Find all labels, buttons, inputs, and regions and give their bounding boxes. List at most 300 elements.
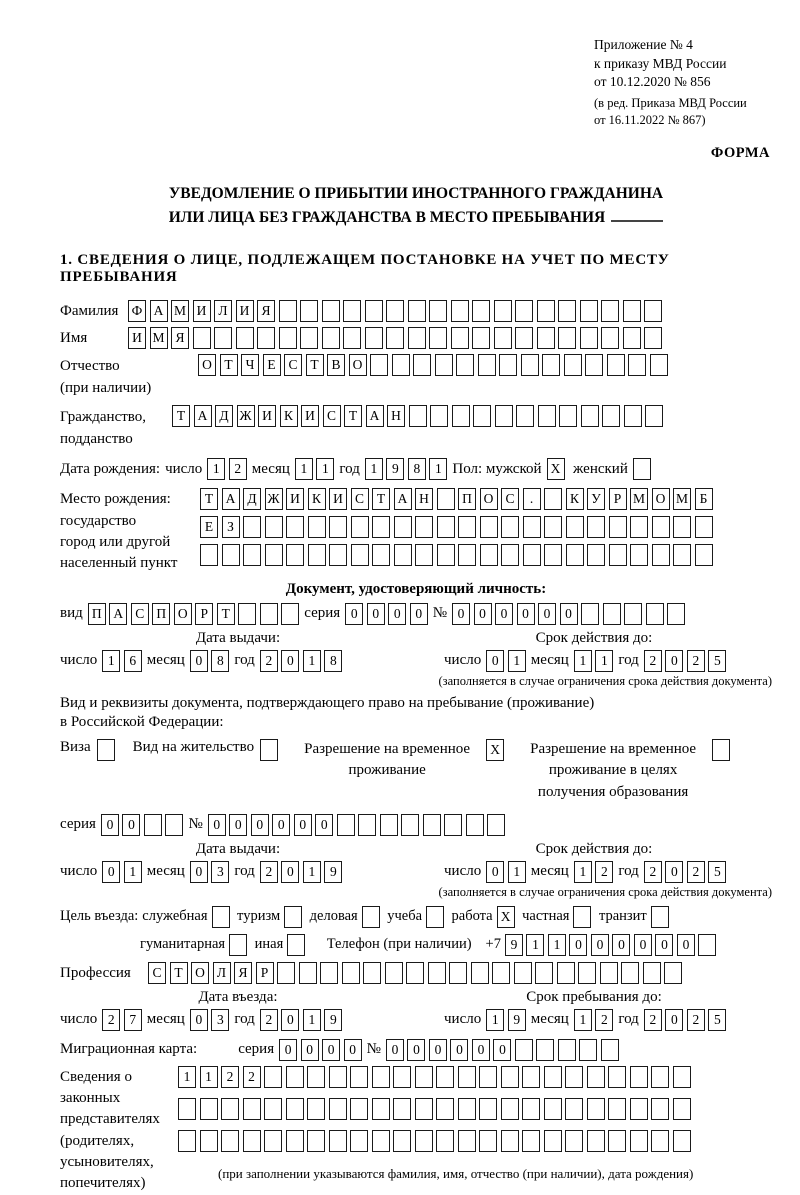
char-box[interactable] [299,962,317,984]
char-box[interactable] [566,544,584,566]
char-box[interactable]: 0 [301,1039,319,1061]
char-box[interactable] [630,544,648,566]
char-box[interactable]: 1 [508,861,526,883]
char-box[interactable] [566,516,584,538]
char-box[interactable]: 0 [569,934,587,956]
char-box[interactable] [624,603,642,625]
char-box[interactable] [581,405,599,427]
char-box[interactable]: 8 [211,650,229,672]
char-box[interactable]: 1 [178,1066,196,1088]
char-box[interactable] [558,327,576,349]
char-box[interactable] [392,354,410,376]
char-box[interactable]: 1 [365,458,383,480]
char-box[interactable] [329,516,347,538]
char-box[interactable] [630,1098,648,1120]
char-box[interactable] [372,516,390,538]
char-box[interactable] [587,1066,605,1088]
char-box[interactable] [600,962,618,984]
char-box[interactable] [260,603,278,625]
purpose-tourism-checkbox[interactable] [284,906,302,928]
char-box[interactable] [608,1130,626,1152]
char-box[interactable] [307,1066,325,1088]
char-box[interactable]: Ж [237,405,255,427]
char-box[interactable]: 0 [407,1039,425,1061]
char-box[interactable]: 0 [281,650,299,672]
char-box[interactable] [351,516,369,538]
char-box[interactable]: К [566,488,584,510]
char-box[interactable] [264,1130,282,1152]
char-box[interactable] [236,327,254,349]
char-box[interactable] [458,544,476,566]
char-box[interactable]: Т [220,354,238,376]
char-box[interactable]: 0 [665,861,683,883]
char-box[interactable] [350,1130,368,1152]
char-box[interactable]: 1 [574,861,592,883]
char-box[interactable] [372,1098,390,1120]
char-box[interactable]: 1 [548,934,566,956]
char-box[interactable] [423,814,441,836]
char-box[interactable] [380,814,398,836]
char-box[interactable] [501,1130,519,1152]
char-box[interactable] [436,1098,454,1120]
char-box[interactable] [458,1066,476,1088]
char-box[interactable] [372,544,390,566]
char-box[interactable]: Н [415,488,433,510]
char-box[interactable] [451,300,469,322]
char-box[interactable] [286,1098,304,1120]
char-box[interactable]: 7 [124,1009,142,1031]
char-box[interactable] [264,1066,282,1088]
char-box[interactable]: 2 [687,861,705,883]
char-box[interactable] [565,1066,583,1088]
char-box[interactable] [308,544,326,566]
char-box[interactable] [536,1039,554,1061]
char-box[interactable] [430,405,448,427]
char-box[interactable]: М [150,327,168,349]
char-box[interactable] [393,1098,411,1120]
char-box[interactable]: А [366,405,384,427]
char-box[interactable]: К [308,488,326,510]
char-box[interactable]: 1 [316,458,334,480]
char-box[interactable] [401,814,419,836]
char-box[interactable] [499,354,517,376]
char-box[interactable]: О [480,488,498,510]
char-box[interactable]: 1 [102,650,120,672]
char-box[interactable] [429,300,447,322]
char-box[interactable] [601,1039,619,1061]
char-box[interactable] [695,516,713,538]
char-box[interactable]: Е [200,516,218,538]
char-box[interactable] [365,327,383,349]
char-box[interactable]: 0 [591,934,609,956]
char-box[interactable] [565,1130,583,1152]
char-box[interactable]: И [236,300,254,322]
char-box[interactable] [472,300,490,322]
char-box[interactable] [193,327,211,349]
char-box[interactable]: 2 [687,1009,705,1031]
char-box[interactable]: Р [609,488,627,510]
char-box[interactable]: 6 [124,650,142,672]
char-box[interactable]: Е [263,354,281,376]
char-box[interactable]: 0 [251,814,269,836]
char-box[interactable] [243,516,261,538]
char-box[interactable]: 8 [408,458,426,480]
char-box[interactable]: 0 [665,1009,683,1031]
char-box[interactable]: 0 [345,603,363,625]
char-box[interactable]: 0 [388,603,406,625]
char-box[interactable] [558,1039,576,1061]
char-box[interactable] [544,1098,562,1120]
char-box[interactable] [385,962,403,984]
char-box[interactable] [501,516,519,538]
char-box[interactable] [587,516,605,538]
char-box[interactable] [523,516,541,538]
char-box[interactable]: 9 [324,861,342,883]
purpose-official-checkbox[interactable] [212,906,230,928]
char-box[interactable] [645,405,663,427]
char-box[interactable] [415,544,433,566]
purpose-study-checkbox[interactable] [426,906,444,928]
char-box[interactable]: 1 [574,1009,592,1031]
char-box[interactable] [437,488,455,510]
char-box[interactable] [673,1130,691,1152]
char-box[interactable]: 0 [495,603,513,625]
char-box[interactable] [565,1098,583,1120]
char-box[interactable]: 0 [538,603,556,625]
char-box[interactable]: 0 [386,1039,404,1061]
char-box[interactable] [479,1066,497,1088]
purpose-private-checkbox[interactable] [573,906,591,928]
char-box[interactable]: 0 [560,603,578,625]
char-box[interactable]: 2 [595,861,613,883]
char-box[interactable]: В [327,354,345,376]
residence-permit-checkbox[interactable] [260,739,278,761]
char-box[interactable]: Т [372,488,390,510]
char-box[interactable] [673,544,691,566]
char-box[interactable] [479,1098,497,1120]
char-box[interactable]: 5 [708,1009,726,1031]
char-box[interactable] [473,405,491,427]
char-box[interactable] [214,327,232,349]
char-box[interactable]: З [222,516,240,538]
char-box[interactable]: Ч [241,354,259,376]
char-box[interactable] [580,300,598,322]
char-box[interactable] [478,354,496,376]
char-box[interactable] [480,516,498,538]
char-box[interactable]: 0 [322,1039,340,1061]
char-box[interactable] [286,516,304,538]
purpose-business-checkbox[interactable] [362,906,380,928]
char-box[interactable]: 9 [386,458,404,480]
char-box[interactable] [458,516,476,538]
char-box[interactable] [516,405,534,427]
char-box[interactable]: О [198,354,216,376]
char-box[interactable] [472,327,490,349]
char-box[interactable] [238,603,256,625]
purpose-humanitarian-checkbox[interactable] [229,934,247,956]
char-box[interactable] [538,405,556,427]
char-box[interactable]: 2 [687,650,705,672]
char-box[interactable]: 2 [644,1009,662,1031]
char-box[interactable] [449,962,467,984]
char-box[interactable]: 1 [574,650,592,672]
char-box[interactable]: 2 [243,1066,261,1088]
char-box[interactable]: Д [243,488,261,510]
char-box[interactable] [394,544,412,566]
char-box[interactable] [277,962,295,984]
char-box[interactable]: 0 [450,1039,468,1061]
char-box[interactable]: П [88,603,106,625]
char-box[interactable]: 0 [272,814,290,836]
char-box[interactable] [358,814,376,836]
char-box[interactable]: 0 [493,1039,511,1061]
char-box[interactable]: 0 [229,814,247,836]
char-box[interactable]: Я [257,300,275,322]
char-box[interactable]: И [258,405,276,427]
char-box[interactable] [535,962,553,984]
char-box[interactable] [386,300,404,322]
char-box[interactable] [322,300,340,322]
char-box[interactable]: Я [171,327,189,349]
char-box[interactable]: 1 [595,650,613,672]
char-box[interactable] [221,1130,239,1152]
char-box[interactable] [436,1130,454,1152]
char-box[interactable] [320,962,338,984]
char-box[interactable]: 1 [429,458,447,480]
char-box[interactable] [144,814,162,836]
char-box[interactable]: М [171,300,189,322]
char-box[interactable]: 0 [486,650,504,672]
char-box[interactable]: П [152,603,170,625]
char-box[interactable]: И [193,300,211,322]
char-box[interactable]: 1 [303,1009,321,1031]
char-box[interactable] [408,300,426,322]
char-box[interactable]: 1 [303,861,321,883]
char-box[interactable] [608,1098,626,1120]
char-box[interactable] [451,327,469,349]
char-box[interactable] [178,1130,196,1152]
char-box[interactable]: Т [344,405,362,427]
char-box[interactable] [243,544,261,566]
char-box[interactable] [329,1066,347,1088]
char-box[interactable] [394,516,412,538]
sex-female-checkbox[interactable] [633,458,651,480]
char-box[interactable]: М [630,488,648,510]
char-box[interactable] [200,544,218,566]
purpose-work-checkbox[interactable]: X [497,906,515,928]
char-box[interactable]: 1 [124,861,142,883]
char-box[interactable] [601,327,619,349]
char-box[interactable] [480,544,498,566]
char-box[interactable] [487,814,505,836]
char-box[interactable]: 2 [229,458,247,480]
char-box[interactable] [607,354,625,376]
char-box[interactable] [342,962,360,984]
char-box[interactable] [343,327,361,349]
char-box[interactable] [221,1098,239,1120]
char-box[interactable] [200,1130,218,1152]
char-box[interactable]: П [458,488,476,510]
char-box[interactable] [587,544,605,566]
char-box[interactable] [386,327,404,349]
char-box[interactable] [329,1130,347,1152]
char-box[interactable]: 3 [211,861,229,883]
char-box[interactable] [624,405,642,427]
char-box[interactable] [609,544,627,566]
char-box[interactable]: Б [695,488,713,510]
char-box[interactable] [664,962,682,984]
char-box[interactable] [621,962,639,984]
char-box[interactable] [673,1098,691,1120]
char-box[interactable] [264,1098,282,1120]
char-box[interactable] [630,516,648,538]
char-box[interactable] [429,327,447,349]
char-box[interactable] [501,1098,519,1120]
char-box[interactable]: О [191,962,209,984]
char-box[interactable] [456,354,474,376]
char-box[interactable] [643,962,661,984]
char-box[interactable] [322,327,340,349]
char-box[interactable]: 0 [655,934,673,956]
char-box[interactable] [630,1066,648,1088]
char-box[interactable] [651,1098,669,1120]
char-box[interactable] [644,300,662,322]
char-box[interactable] [428,962,446,984]
char-box[interactable] [308,516,326,538]
char-box[interactable] [415,1066,433,1088]
char-box[interactable] [406,962,424,984]
char-box[interactable] [363,962,381,984]
char-box[interactable]: А [109,603,127,625]
char-box[interactable] [651,1130,669,1152]
char-box[interactable] [673,1066,691,1088]
char-box[interactable]: И [301,405,319,427]
char-box[interactable]: С [501,488,519,510]
char-box[interactable]: 0 [122,814,140,836]
char-box[interactable] [564,354,582,376]
char-box[interactable] [350,1098,368,1120]
char-box[interactable] [521,354,539,376]
char-box[interactable] [522,1066,540,1088]
visa-checkbox[interactable] [97,739,115,761]
char-box[interactable]: 2 [595,1009,613,1031]
char-box[interactable] [178,1098,196,1120]
char-box[interactable]: 9 [508,1009,526,1031]
char-box[interactable]: С [284,354,302,376]
char-box[interactable]: 5 [708,650,726,672]
char-box[interactable] [408,327,426,349]
char-box[interactable]: 0 [665,650,683,672]
char-box[interactable]: 1 [200,1066,218,1088]
char-box[interactable]: 1 [526,934,544,956]
char-box[interactable] [609,516,627,538]
char-box[interactable] [279,300,297,322]
char-box[interactable] [580,327,598,349]
char-box[interactable] [557,962,575,984]
char-box[interactable]: 0 [677,934,695,956]
char-box[interactable] [515,327,533,349]
char-box[interactable]: 1 [486,1009,504,1031]
char-box[interactable]: С [148,962,166,984]
char-box[interactable] [544,488,562,510]
char-box[interactable]: 0 [517,603,535,625]
char-box[interactable]: Т [217,603,235,625]
char-box[interactable]: 2 [260,1009,278,1031]
char-box[interactable] [578,962,596,984]
char-box[interactable] [343,300,361,322]
char-box[interactable] [415,516,433,538]
char-box[interactable] [698,934,716,956]
temp-residence-checkbox[interactable]: X [486,739,504,761]
char-box[interactable] [337,814,355,836]
char-box[interactable] [644,327,662,349]
char-box[interactable] [603,603,621,625]
char-box[interactable] [652,516,670,538]
char-box[interactable] [435,354,453,376]
char-box[interactable] [452,405,470,427]
char-box[interactable] [165,814,183,836]
char-box[interactable] [623,327,641,349]
char-box[interactable] [307,1130,325,1152]
char-box[interactable] [365,300,383,322]
char-box[interactable] [544,1066,562,1088]
char-box[interactable] [409,405,427,427]
char-box[interactable] [587,1130,605,1152]
char-box[interactable] [628,354,646,376]
char-box[interactable]: У [587,488,605,510]
char-box[interactable] [243,1098,261,1120]
char-box[interactable]: 0 [452,603,470,625]
char-box[interactable]: И [286,488,304,510]
char-box[interactable]: А [394,488,412,510]
char-box[interactable]: Л [214,300,232,322]
char-box[interactable] [222,544,240,566]
char-box[interactable] [522,1130,540,1152]
char-box[interactable]: Р [195,603,213,625]
char-box[interactable] [646,603,664,625]
char-box[interactable] [479,1130,497,1152]
char-box[interactable]: Д [215,405,233,427]
char-box[interactable]: 0 [344,1039,362,1061]
char-box[interactable] [652,544,670,566]
char-box[interactable] [558,300,576,322]
char-box[interactable]: 2 [221,1066,239,1088]
char-box[interactable] [544,516,562,538]
char-box[interactable] [537,327,555,349]
char-box[interactable] [623,300,641,322]
char-box[interactable] [350,1066,368,1088]
char-box[interactable]: 0 [102,861,120,883]
char-box[interactable] [300,300,318,322]
char-box[interactable]: 0 [208,814,226,836]
char-box[interactable] [501,544,519,566]
char-box[interactable]: А [150,300,168,322]
char-box[interactable] [581,603,599,625]
char-box[interactable]: 1 [303,650,321,672]
char-box[interactable] [393,1066,411,1088]
char-box[interactable] [514,962,532,984]
char-box[interactable] [413,354,431,376]
char-box[interactable] [494,327,512,349]
char-box[interactable]: 2 [260,650,278,672]
char-box[interactable]: И [329,488,347,510]
char-box[interactable] [265,516,283,538]
char-box[interactable] [372,1130,390,1152]
char-box[interactable] [667,603,685,625]
char-box[interactable]: 0 [429,1039,447,1061]
char-box[interactable] [286,1130,304,1152]
char-box[interactable] [466,814,484,836]
